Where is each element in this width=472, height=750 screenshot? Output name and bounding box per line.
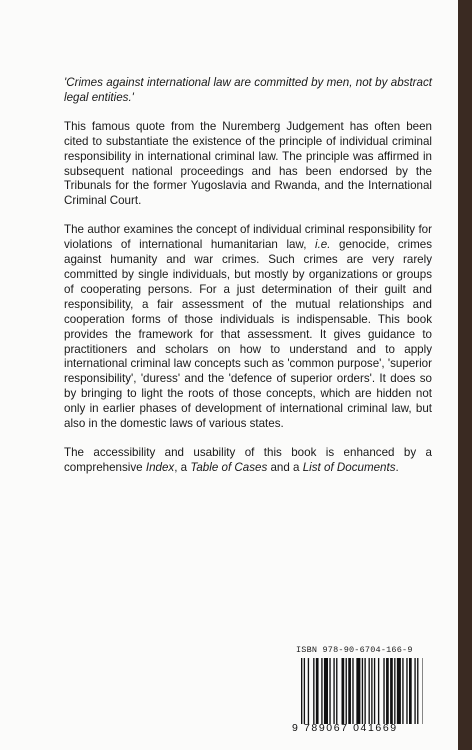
index-term: Index (145, 460, 175, 474)
paragraph-2-part-1: The author examines the concept of individual criminal responsibility for violations of international humanitarian law, (64, 223, 432, 252)
paragraph-3-end: . (395, 460, 399, 474)
barcode-icon (301, 658, 423, 724)
paragraph-author-examines (64, 223, 432, 432)
list-of-documents-term: List of Documents (302, 460, 396, 474)
paragraph-2-part-2: genocide, crimes against humanity and war crimes. Such crimes are very rarely committed by single individuals, but mostly by organizations or groups of cooperating persons. For a just determination of their guilt and responsibility, a fair assessment of the mutual relationships and cooperation forms of those individuals is indispensable. This book provides the framework for that assessment. It gives guidance to practitioners and scholars on how to understand and to apply international criminal law concepts such as 'common purpose', 'superior responsibility', 'duress' and the 'defence of superior orders'. It does so by bringing to light the roots of those concepts, which are hidden not only in earlier phases of development of international criminal law, but also in the domestic laws of various states. (64, 238, 433, 431)
book-spine-edge (458, 0, 472, 750)
paragraph-3-sep-1: , a (174, 460, 191, 474)
paragraph-3-part-1: The accessibility and usability of this book is enhanced by a comprehensive (64, 445, 432, 474)
blurb-text (64, 76, 432, 490)
paragraph-accessibility (64, 446, 432, 476)
barcode-digits: 9 789067 041669 (292, 722, 398, 734)
nuremberg-quote: 'Crimes against international law are committed by men, not by abstract legal entities.' (64, 76, 432, 104)
isbn-label: ISBN 978-90-6704-166-9 (296, 645, 413, 655)
table-of-cases-term: Table of Cases (190, 460, 268, 474)
ie-abbreviation: i.e. (315, 238, 331, 252)
paragraph-3-sep-2: and a (267, 460, 303, 474)
paragraph-intro: This famous quote from the Nuremberg Judgement has often been cited to substantiate the existence of the principle of individual criminal responsibility in international criminal law. The principle was affirmed in subsequent national proceedings and has been endorsed by the Tribunals for the former Yugoslavia and Rwanda, and the International Criminal Court. (64, 119, 432, 208)
